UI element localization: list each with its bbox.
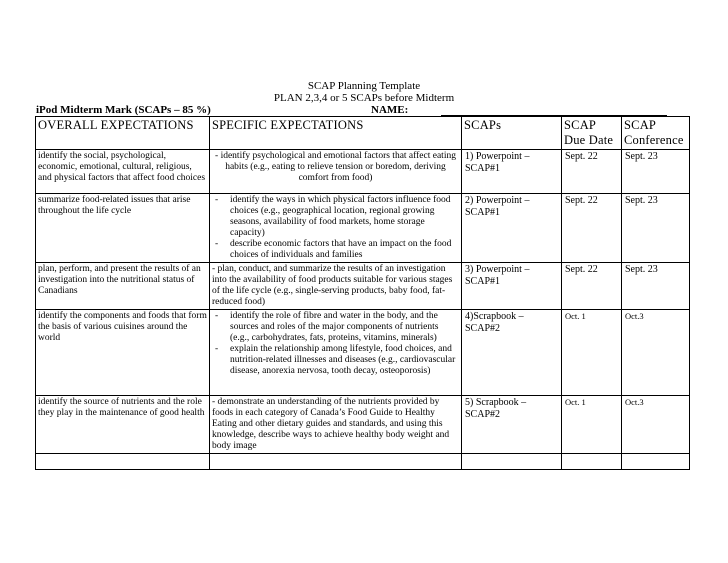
specific-expectation-text: - demonstrate an understanding of the nutrients provided by foods in each category of Canada’s Food Guide to Healthy Eating and other dietary guides and standards, and using this knowledge, describe ways to achieve healthy body weight and body image — [212, 397, 450, 451]
table-row — [36, 150, 690, 194]
empty-table-row — [36, 454, 690, 470]
col-scaps: SCAPs — [462, 117, 562, 150]
specific-expectation-list — [212, 195, 459, 261]
due-date-cell: Sept. 22 — [562, 263, 622, 310]
scap-cell: 2) Powerpoint – SCAP#1 — [462, 194, 562, 263]
conference-cell: Sept. 23 — [622, 263, 690, 310]
due-date-cell: Oct. 1 — [562, 396, 622, 454]
table-row — [36, 310, 690, 396]
empty-cell — [622, 454, 690, 470]
scap-planning-table — [35, 116, 690, 470]
overall-expectation-cell: summarize food-related issues that arise throughout the life cycle — [36, 194, 210, 263]
overall-expectation-cell: identify the social, psychological, economic, emotional, cultural, religious, and physical factors that affect food choices — [36, 150, 210, 194]
col-overall-expectations: OVERALL EXPECTATIONS — [36, 117, 210, 150]
scap-cell: 3) Powerpoint – SCAP#1 — [462, 263, 562, 310]
name-label: NAME: — [371, 104, 409, 116]
conference-cell: Sept. 23 — [622, 150, 690, 194]
conference-cell: Sept. 23 — [622, 194, 690, 263]
table-row — [36, 263, 690, 310]
overall-expectation-cell: plan, perform, and present the results of an investigation into the nutritional status of Canadians — [36, 263, 210, 310]
empty-cell — [36, 454, 210, 470]
specific-expectation-cell — [210, 263, 462, 310]
scap-cell: 5) Scrapbook – SCAP#2 — [462, 396, 562, 454]
due-date-cell: Oct. 1 — [562, 310, 622, 396]
specific-expectation-item: - explain the relationship among lifestyle, food choices, and nutrition-related illnesses and diseases (e.g., cardiovascular disease, anorexia nervosa, tooth decay, osteoporosis) — [212, 344, 459, 377]
scap-cell: 4)Scrapbook – SCAP#2 — [462, 310, 562, 396]
ipod-midterm-label: iPod Midterm Mark (SCAPs – 85 %) — [36, 104, 211, 116]
specific-expectation-cell — [210, 310, 462, 396]
table-row — [36, 194, 690, 263]
due-date-cell: Sept. 22 — [562, 194, 622, 263]
overall-expectation-cell: identify the components and foods that form the basis of various cuisines around the world — [36, 310, 210, 396]
col-scap-conference: SCAP Conference — [622, 117, 690, 150]
col-scap-due-date: SCAP Due Date — [562, 117, 622, 150]
empty-cell — [562, 454, 622, 470]
empty-cell — [462, 454, 562, 470]
overall-expectation-cell: identify the source of nutrients and the role they play in the maintenance of good health — [36, 396, 210, 454]
specific-expectation-text: - identify psychological and emotional factors that affect eating habits (e.g., eating to relieve tension or boredom, deriving comfort from food) — [215, 151, 456, 183]
scap-cell: 1) Powerpoint – SCAP#1 — [462, 150, 562, 194]
specific-expectation-text: - plan, conduct, and summarize the results of an investigation into the availability of food products suitable for various stages of the life cycle (e.g., single-serving products, baby food, fat-reduced food) — [212, 264, 453, 307]
specific-expectation-cell — [210, 150, 462, 194]
conference-cell: Oct.3 — [622, 310, 690, 396]
table-row — [36, 396, 690, 454]
specific-expectation-item: - identify the ways in which physical factors influence food choices (e.g., geographical location, regional growing seasons, availability of food markets, home storage capacity) — [212, 195, 459, 239]
due-date-cell: Sept. 22 — [562, 150, 622, 194]
specific-expectation-item: - describe economic factors that have an impact on the food choices of individuals and families — [212, 239, 459, 261]
specific-expectation-list — [212, 311, 459, 377]
document-title: SCAP Planning Template — [307, 80, 421, 92]
conference-cell: Oct.3 — [622, 396, 690, 454]
empty-cell — [210, 454, 462, 470]
document-subtitle: PLAN 2,3,4 or 5 SCAPs before Midterm — [273, 92, 455, 104]
specific-expectation-item: - identify the role of fibre and water in the body, and the sources and roles of the major components of nutrients (e.g., carbohydrates, fats, proteins, vitamins, minerals) — [212, 311, 459, 344]
specific-expectation-cell — [210, 396, 462, 454]
table-header-row — [36, 117, 690, 150]
specific-expectation-cell — [210, 194, 462, 263]
col-specific-expectations: SPECIFIC EXPECTATIONS — [210, 117, 462, 150]
